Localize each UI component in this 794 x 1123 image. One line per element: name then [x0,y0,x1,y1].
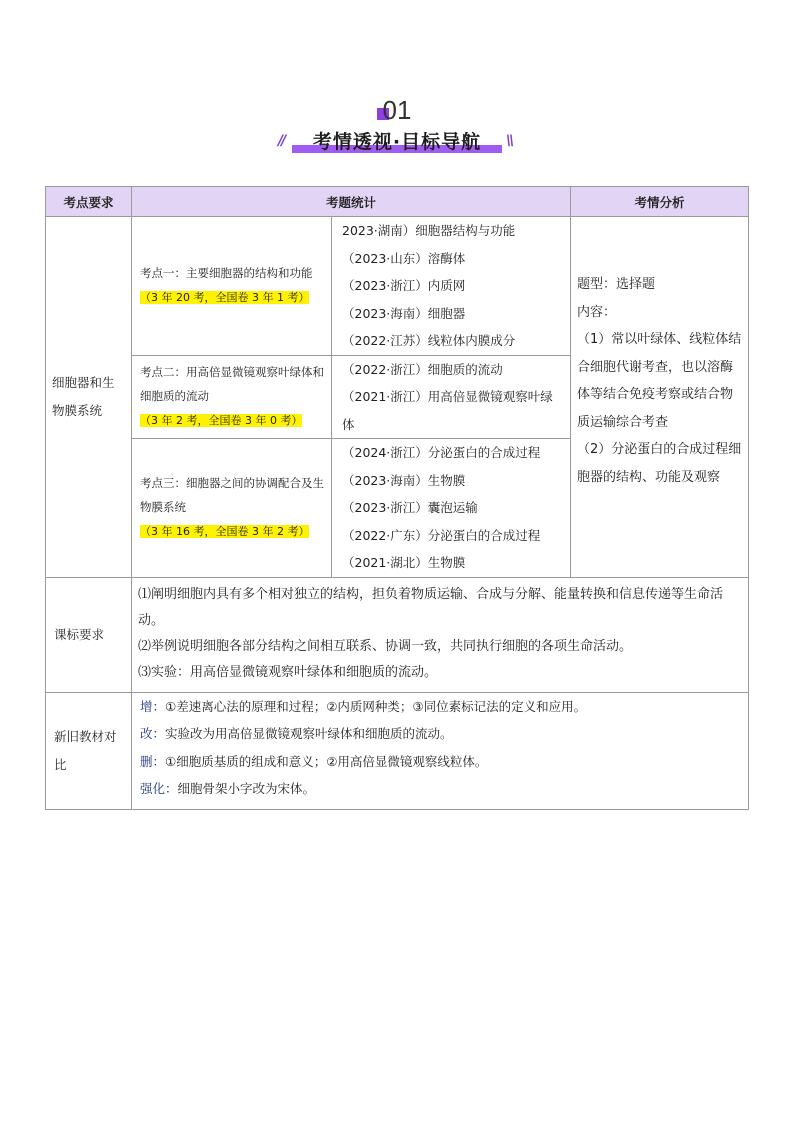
compare-text: 细胞骨架小字改为宋体。 [177,781,316,796]
analysis-cell [571,217,749,578]
banner-deco-left: // [278,133,285,149]
compare-text: ①细胞质基质的组成和意义；②用高倍显微镜观察线粒体。 [165,753,488,769]
section-title: 考情透视·目标导航 [312,131,482,153]
analysis-item: （2）分泌蛋白的合成过程细胞器的结构、功能及观察 [577,442,742,485]
list-item: （2023·海南）生物膜 [342,472,466,488]
list-item: （2023·浙江）内质网 [342,278,466,293]
list-item: （2023·海南）细胞器 [342,305,466,321]
compare-text: 实验改为用高倍显微镜观察叶绿体和细胞质的流动。 [165,726,453,741]
point-3-questions [332,439,571,578]
table-header-row [46,187,749,217]
section-number-text: 01 [382,95,412,125]
analysis-item: （1）常以叶绿体、线粒体结合细胞代谢考查，也以溶酶体等结合免疫考察或结合物质运输综合考查 [577,332,742,430]
analysis-type: 题型：选择题 [577,277,656,292]
list-item: （2022·广东）分泌蛋白的合成过程 [342,527,541,543]
section-number [0,95,794,126]
table-row [46,217,749,356]
list-item: （2022·江苏）线粒体内膜成分 [342,333,516,348]
section-banner [0,127,794,157]
point-1-stats: （3 年 20 考，全国卷 3 年 1 考） [140,291,310,305]
list-item: （2021·浙江）用高倍显微镜观察叶绿体 [342,389,553,432]
table-row [46,577,749,692]
curriculum-item: ⑶实验：用高倍显微镜观察叶绿体和细胞质的流动。 [138,664,438,680]
compare-tag: 改： [140,726,166,741]
compare-text: ①差速离心法的原理和过程；②内质网种类；③同位素标记法的定义和应用。 [165,698,587,714]
point-2-stats: （3 年 2 考，全国卷 3 年 0 考） [140,414,303,428]
list-item: （2021·湖北）生物膜 [342,555,466,570]
table-row [46,692,749,809]
group-label: 细胞器和生物膜系统 [46,217,132,578]
point-2 [132,355,332,439]
list-item: （2023·山东）溶酶体 [342,250,466,266]
compare-tag: 强化： [140,781,178,796]
point-1 [132,217,332,356]
analysis-content-label: 内容： [577,304,617,320]
curriculum-cell [132,577,749,692]
point-3 [132,439,332,578]
textbook-compare-cell [132,692,749,809]
header-statistics: 考题统计 [132,187,571,217]
point-3-stats: （3 年 16 考，全国卷 3 年 2 考） [140,525,310,539]
compare-row-strengthened [140,775,742,803]
compare-tag: 增： [140,698,166,714]
curriculum-label: 课标要求 [46,577,132,692]
textbook-compare-label: 新旧教材对比 [46,692,132,809]
list-item: （2022·浙江）细胞质的流动 [342,361,503,377]
point-1-questions [332,217,571,356]
list-item: （2023·浙江）囊泡运输 [342,500,478,515]
exam-analysis-table [45,186,749,810]
curriculum-item: ⑵举例说明细胞各部分结构之间相互联系、协调一致，共同执行细胞的各项生命活动。 [138,638,633,654]
point-3-text: 考点三：细胞器之间的协调配合及生物膜系统 [140,476,324,515]
list-item: （2024·浙江）分泌蛋白的合成过程 [342,445,541,460]
curriculum-item: ⑴阐明细胞内具有多个相对独立的结构，担负着物质运输、合成与分解、能量转换和信息传递等生命活动。 [138,586,724,628]
compare-tag: 删： [140,753,166,769]
point-2-text: 考点二：用高倍显微镜观察叶绿体和细胞质的流动 [140,365,324,404]
point-1-text: 考点一：主要细胞器的结构和功能 [140,266,313,281]
compare-row-added [140,693,742,721]
point-2-questions [332,355,571,439]
header-requirement: 考点要求 [46,187,132,217]
banner-deco-right: \\ [506,133,513,149]
compare-row-removed [140,748,742,776]
header-analysis: 考情分析 [571,187,749,217]
compare-row-changed [140,720,742,748]
list-item: 2023·湖南）细胞器结构与功能 [342,223,516,238]
